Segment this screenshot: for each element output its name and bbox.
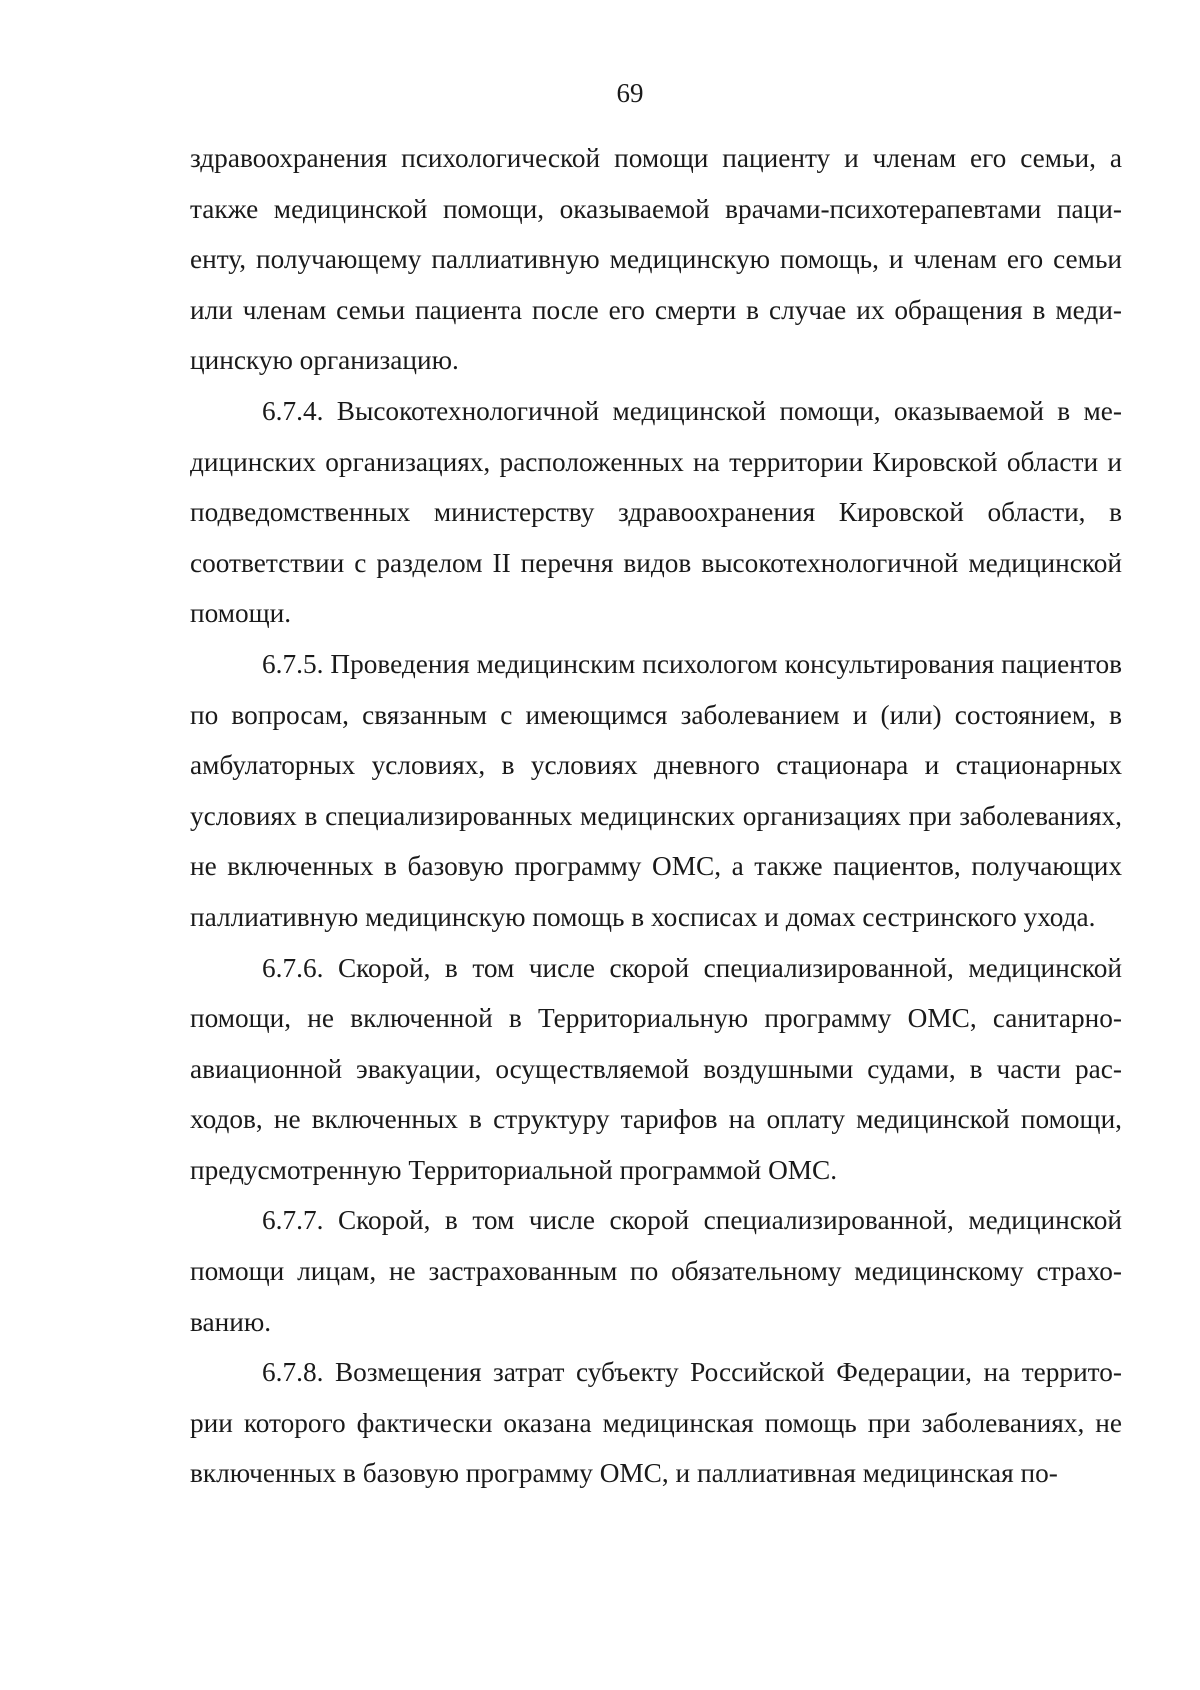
paragraph-6-7-4: 6.7.4. Высокотехнологичной медицинской помощи, оказываемой в медицинских организациях, расположенных на территории Кировской области и подведомственных министерству здравоохранения Кировской области, в соответствии с разделом II перечня видов высокотехнологичной медицинской помощи. [190, 395, 1122, 629]
paragraph-6-7-5: 6.7.5. Проведения медицинским психологом консультирования пациентов по вопросам, связанным с имеющимся заболеванием и (или) состоянием, в амбулаторных условиях, в условиях дневного стационара и стационарных условиях в специализированных медицинских организациях при заболеваниях, не включенных в базовую программу ОМС, а также пациентов, получающих паллиативную медицинскую помощь в хосписах и домах сестринского ухода. [190, 648, 1122, 932]
paragraph-6-7-8: 6.7.8. Возмещения затрат субъекту Российской Федерации, на территории которого фактически оказана медицинская помощь при заболеваниях, не включенных в базовую программу ОМС, и паллиативная медицинская по- [190, 1357, 1122, 1489]
document-body [190, 133, 1122, 1499]
paragraph-6-7-6: 6.7.6. Скорой, в том числе скорой специализированной, медицинской помощи, не включенной в Территориальную программу ОМС, санитарно-авиационной эвакуации, осуществляемой воздушными судами, в части расходов, не включенных в структуру тарифов на оплату медицинской помощи, предусмотренную Территориальной программой ОМС. [190, 952, 1122, 1185]
paragraph-continuation: здравоохранения психологической помощи пациенту и членам его семьи, а также медицинской помощи, оказываемой врачами-психотерапевтами пациенту, получающему паллиативную медицинскую помощь, и членам его семьи или членам семьи пациента после его смерти в случае их обращения в медицинскую организацию. [190, 143, 1122, 376]
paragraph-6-7-7: 6.7.7. Скорой, в том числе скорой специализированной, медицинской помощи лицам, не застрахованным по обязательному медицинскому страхованию. [190, 1205, 1122, 1337]
page-number: 69 [616, 78, 644, 108]
